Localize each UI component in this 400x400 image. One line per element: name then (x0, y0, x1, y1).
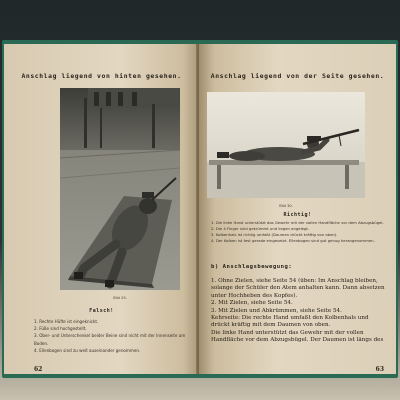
right-photo-caption: Bild 30. (279, 204, 293, 208)
left-photo-caption: Bild 29. (113, 296, 127, 300)
paragraph: 2. Mit Zielen, siehe Seite 54. (211, 300, 293, 307)
right-page (199, 44, 396, 374)
list-item: 2. Füße sind hochgestellt. (34, 326, 87, 332)
subsection-title: b) Anschlagsbewegung: (211, 264, 293, 270)
left-page-number: 62 (34, 366, 43, 373)
left-page (4, 44, 199, 374)
right-page-number: 63 (375, 366, 384, 373)
paragraph: Die linke Hand unterstützt das Gewehr mit der vollen Handfläche vor dem Abzugsbügel. Der Daumen ist längs des (211, 329, 384, 344)
list-item: 4. Ellenbogen sind zu weit auseinander genommen. (34, 347, 141, 353)
right-page-heading: Anschlag liegend von der Seite gesehen. (210, 72, 385, 80)
prone-shooter-side-photo (207, 92, 365, 198)
paragraph: Kehrseite: Die rechte Hand umfaßt den Kolbenhals und drückt kräftig mit dem Daumen von oben. (211, 315, 369, 329)
list-item: 2. Die 4 Finger sind gekrümmt und liegen angelegt. (211, 226, 310, 231)
list-item: 4. Der Kolben ist fest gerade eingesetzt. Ellenbogen sind gut genug herangenommen. (211, 238, 375, 243)
right-section-title: Richtig! (283, 212, 312, 218)
left-page-heading: Anschlag liegend von hinten gesehen. (21, 72, 182, 80)
list-item: 3. Kolbenhals ist richtig umfaßt (Daumen drückt kräftig von oben). (211, 232, 338, 237)
prone-shooter-rear-photo (60, 88, 180, 290)
paragraph: 3. Mit Zielen und Abkrümmen, siehe Seite 54. (211, 307, 342, 314)
correct-points-list (211, 220, 385, 244)
list-item: 1. Rechte Hüfte ist eingeknickt. (34, 319, 99, 324)
list-item: 3. Ober- und Unterschenkel beider Beine sind nicht mit der Innenseite am Boden. (34, 333, 186, 346)
left-section-title: Falsch! (89, 308, 114, 314)
list-item: 1. Die linke Hand unterstützt das Gewehr mit der vollen Handfläche vor dem Abzugsbügel. (211, 220, 384, 225)
faults-list (34, 318, 188, 354)
paragraph: 1. Ohne Zielen, siehe Seite 54 (üben: Im Anschlag bleiben, solange der Schüler den Atem anhalten kann. Dann absetzen unter Hochheben des Kopfes). (211, 278, 385, 299)
body-text (211, 278, 387, 345)
